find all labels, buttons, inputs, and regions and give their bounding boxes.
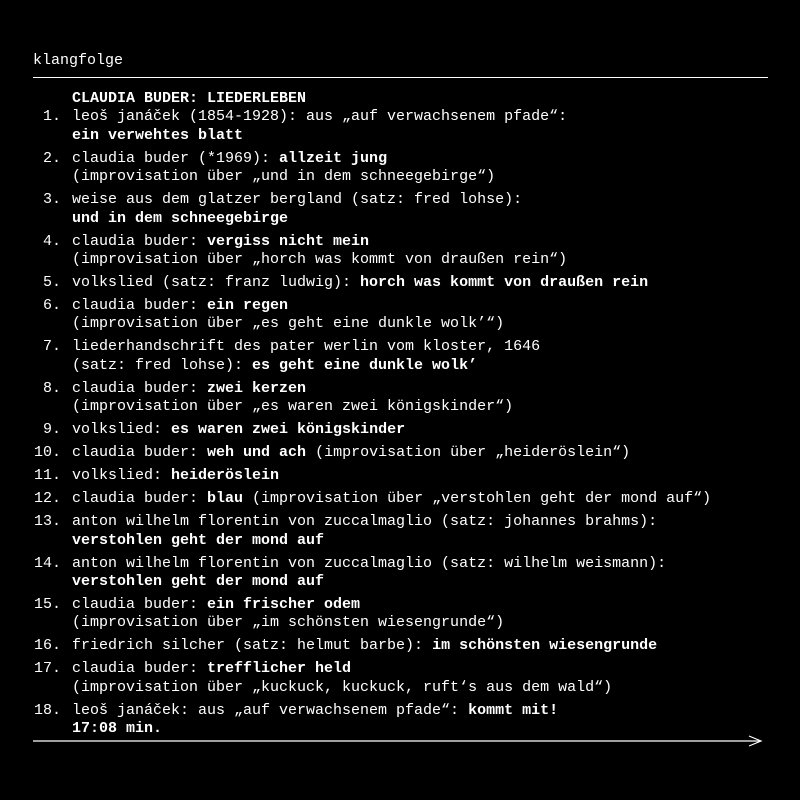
- track-line: [72, 532, 800, 550]
- track-title: horch was kommt von draußen rein: [360, 274, 649, 292]
- track-line: [72, 513, 800, 531]
- track-item: [0, 421, 800, 439]
- track-item: [0, 444, 800, 462]
- track-line: [72, 233, 800, 251]
- track-title: zwei kerzen: [207, 379, 307, 397]
- track-credit: liederhandschrift des pater werlin vom kloster, 1646: [72, 338, 541, 356]
- track-number: 15.: [33, 596, 61, 614]
- track-number: 12.: [33, 490, 61, 508]
- track-number: 17.: [33, 660, 61, 678]
- track-number: 16.: [33, 637, 61, 655]
- track-item: [0, 637, 800, 655]
- track-number: 9.: [42, 421, 61, 439]
- top-divider: [33, 77, 768, 78]
- track-text: [72, 555, 800, 592]
- track-item: [0, 555, 800, 592]
- track-text: [72, 660, 800, 697]
- track-line: [72, 210, 800, 228]
- track-title: blau: [207, 490, 244, 508]
- section-label: klangfolge: [33, 52, 124, 69]
- track-item: [0, 297, 800, 334]
- track-credit: claudia buder (*1969):: [72, 149, 280, 167]
- track-number: 10.: [33, 444, 61, 462]
- track-line: [72, 702, 800, 720]
- track-credit: (improvisation über „kuckuck, kuckuck, ruft‘s aus dem wald“): [72, 678, 613, 696]
- tracklist: [0, 90, 800, 739]
- track-title: allzeit jung: [279, 149, 388, 167]
- track-number: 3.: [42, 191, 61, 209]
- track-line: [72, 338, 800, 356]
- track-text: [72, 150, 800, 187]
- track-line: [72, 168, 800, 186]
- track-item: [0, 660, 800, 697]
- track-credit: leoš janáček (1854-1928): aus „auf verwachsenem pfade“:: [72, 108, 568, 126]
- track-line: [72, 315, 800, 333]
- track-title: kommt mit!: [468, 701, 559, 719]
- track-text: [72, 233, 800, 270]
- track-line: [72, 679, 800, 697]
- track-number: 7.: [42, 338, 61, 356]
- track-item: [0, 596, 800, 633]
- track-title: 17:08 min.: [72, 720, 163, 738]
- track-credit: claudia buder:: [72, 297, 208, 315]
- track-credit: (satz: fred lohse):: [72, 356, 253, 374]
- track-credit: claudia buder:: [72, 596, 208, 614]
- track-item: [0, 380, 800, 417]
- track-line: [72, 274, 800, 292]
- track-number: 6.: [42, 297, 61, 315]
- album-heading: CLAUDIA BUDER: LIEDERLEBEN: [72, 90, 307, 107]
- track-number: 2.: [42, 149, 61, 167]
- track-line: [72, 380, 800, 398]
- track-text: [72, 596, 800, 633]
- track-line: [72, 421, 800, 439]
- track-credit: (improvisation über „es geht eine dunkle wolk’“): [72, 315, 505, 333]
- track-credit: claudia buder:: [72, 232, 208, 250]
- track-line: [72, 555, 800, 573]
- track-item: [0, 150, 800, 187]
- track-title: verstohlen geht der mond auf: [72, 573, 325, 591]
- track-title: trefflicher held: [207, 660, 352, 678]
- track-title: und in dem schneegebirge: [72, 209, 289, 227]
- track-title: ein verwehtes blatt: [72, 126, 244, 144]
- track-credit: (improvisation über „im schönsten wiesengrunde“): [72, 614, 505, 632]
- track-text: [72, 108, 800, 145]
- track-item: [0, 513, 800, 550]
- track-text: [72, 297, 800, 334]
- track-line: [72, 596, 800, 614]
- track-number: 1.: [42, 108, 61, 126]
- track-line: [72, 490, 800, 508]
- track-text: [72, 338, 800, 375]
- track-number: 14.: [33, 554, 61, 572]
- track-title: verstohlen geht der mond auf: [72, 531, 325, 549]
- track-credit: volkslied:: [72, 467, 172, 485]
- track-line: [72, 191, 800, 209]
- track-text: [72, 191, 800, 228]
- track-line: [72, 614, 800, 632]
- track-line: [72, 467, 800, 485]
- track-text: [72, 380, 800, 417]
- track-item: [0, 191, 800, 228]
- track-line: [72, 637, 800, 655]
- track-line: [72, 251, 800, 269]
- track-credit: volkslied (satz: franz ludwig):: [72, 274, 361, 292]
- track-line: [72, 398, 800, 416]
- track-text: [72, 467, 800, 485]
- track-text: [72, 637, 800, 655]
- track-line: [72, 108, 800, 126]
- track-title: im schönsten wiesengrunde: [432, 637, 658, 655]
- track-credit: (improvisation über „es waren zwei königskinder“): [72, 398, 514, 416]
- track-line: [72, 357, 800, 375]
- track-number: 13.: [33, 513, 61, 531]
- track-number: 8.: [42, 379, 61, 397]
- track-title: weh und ach: [207, 444, 307, 462]
- track-text: [72, 421, 800, 439]
- track-item: [0, 108, 800, 145]
- track-item: [0, 490, 800, 508]
- track-line: [72, 573, 800, 591]
- track-credit: (improvisation über „und in dem schneegebirge“): [72, 168, 496, 186]
- track-credit: anton wilhelm florentin von zuccalmaglio (satz: johannes brahms):: [72, 513, 658, 531]
- track-credit: leoš janáček: aus „auf verwachsenem pfade“:: [72, 701, 469, 719]
- track-title: es waren zwei königskinder: [171, 421, 406, 439]
- track-credit: volkslied:: [72, 421, 172, 439]
- track-text: [72, 274, 800, 292]
- track-item: [0, 233, 800, 270]
- track-number: 4.: [42, 232, 61, 250]
- track-text: [72, 513, 800, 550]
- track-credit: (improvisation über „verstohlen geht der mond auf“): [243, 490, 712, 508]
- track-item: [0, 338, 800, 375]
- track-text: [72, 444, 800, 462]
- track-title: heideröslein: [171, 467, 280, 485]
- track-credit: (improvisation über „heideröslein“): [306, 444, 631, 462]
- track-line: [72, 660, 800, 678]
- track-title: ein frischer odem: [207, 596, 361, 614]
- track-title: vergiss nicht mein: [207, 232, 370, 250]
- track-credit: friedrich silcher (satz: helmut barbe):: [72, 637, 433, 655]
- track-title: ein regen: [207, 297, 289, 315]
- track-line: [72, 297, 800, 315]
- track-item: [0, 467, 800, 485]
- track-line: [72, 150, 800, 168]
- track-line: [72, 444, 800, 462]
- track-credit: claudia buder:: [72, 444, 208, 462]
- track-number: 11.: [33, 467, 61, 485]
- track-number: 18.: [33, 701, 61, 719]
- track-item: [0, 274, 800, 292]
- track-credit: (improvisation über „horch was kommt von draußen rein“): [72, 251, 568, 269]
- track-title: es geht eine dunkle wolk’: [252, 356, 478, 374]
- track-number: 5.: [42, 274, 61, 292]
- arrow-right-icon: [33, 734, 763, 748]
- track-credit: claudia buder:: [72, 379, 208, 397]
- track-credit: claudia buder:: [72, 490, 208, 508]
- track-credit: anton wilhelm florentin von zuccalmaglio (satz: wilhelm weismann):: [72, 554, 667, 572]
- track-line: [72, 127, 800, 145]
- track-credit: claudia buder:: [72, 660, 208, 678]
- track-text: [72, 490, 800, 508]
- track-credit: weise aus dem glatzer bergland (satz: fred lohse):: [72, 191, 523, 209]
